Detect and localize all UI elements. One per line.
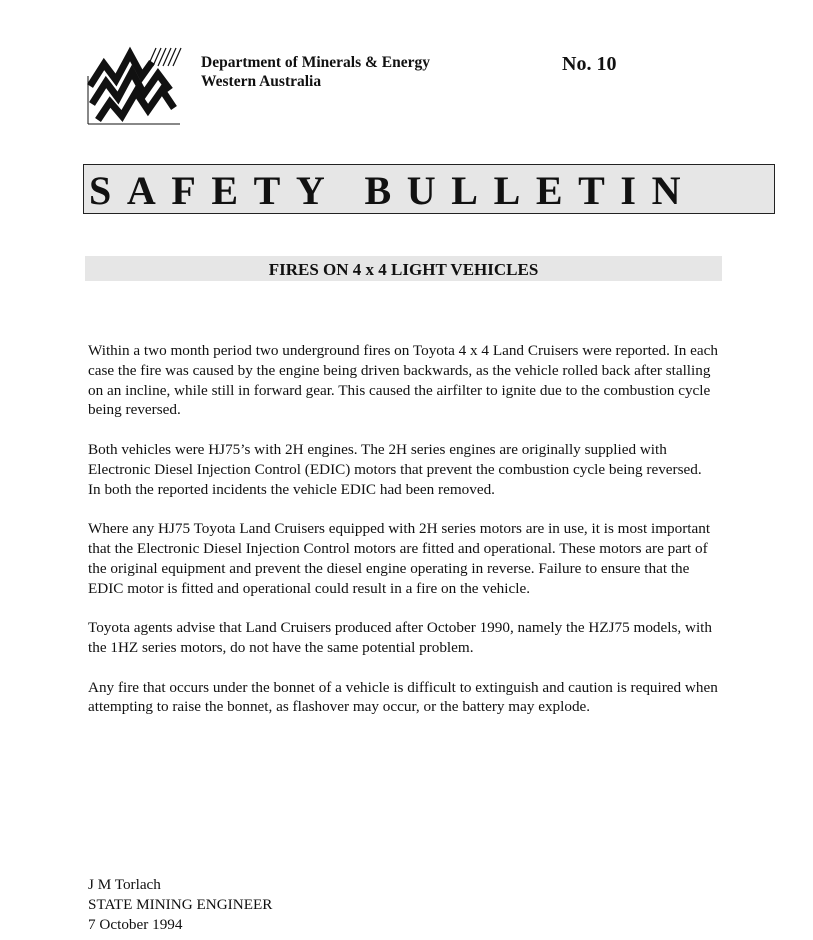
- signatory-title: STATE MINING ENGINEER: [88, 895, 273, 913]
- body-paragraph: Both vehicles were HJ75’s with 2H engines. The 2H series engines are originally supplied with Electronic Diesel Injection Control (EDIC) motors that prevent the combustion cycle being reversed. In both the reported incidents the vehicle EDIC had been removed.: [88, 440, 702, 498]
- subtitle-bar: [85, 256, 722, 281]
- department-line-1: Department of Minerals & Energy: [201, 54, 431, 71]
- department-line-2: Western Australia: [201, 73, 322, 90]
- signature-block: [88, 875, 272, 934]
- bulletin-date: 7 October 1994: [88, 915, 183, 933]
- department-name: [201, 53, 430, 91]
- dme-wa-logo-icon: [86, 46, 182, 126]
- body-paragraph: Toyota agents advise that Land Cruisers produced after October 1990, namely the HZJ75 models, with the 1HZ series motors, do not have the same potential problem.: [88, 619, 712, 656]
- signatory-name: J M Torlach: [88, 876, 161, 893]
- bulletin-body: [88, 341, 718, 737]
- body-paragraph: Where any HJ75 Toyota Land Cruisers equipped with 2H series motors are in use, it is most important that the Electronic Diesel Injection Control motors are fitted and operational. These motors are part of the original equipment and prevent the diesel engine operating in reverse. Failure to ensure that the EDIC motor is fitted and operational could result in a fire on the vehicle.: [88, 520, 711, 597]
- body-paragraph: Within a two month period two underground fires on Toyota 4 x 4 Land Cruisers were reported. In each case the fire was caused by the engine being driven backwards, as the vehicle rolled back after stalling on an incline, while still in forward gear. This caused the airfilter to ignite due to the combustion cycle being reversed.: [88, 342, 718, 419]
- bulletin-number: No. 10: [562, 53, 617, 75]
- safety-bulletin-banner: [83, 164, 775, 214]
- banner-title: SAFETY BULLETIN: [89, 168, 697, 213]
- body-paragraph: Any fire that occurs under the bonnet of a vehicle is difficult to extinguish and caution is required when attempting to raise the bonnet, as flashover may occur, or the battery may explode.: [88, 678, 718, 716]
- bulletin-subtitle: FIRES ON 4 x 4 LIGHT VEHICLES: [268, 260, 539, 279]
